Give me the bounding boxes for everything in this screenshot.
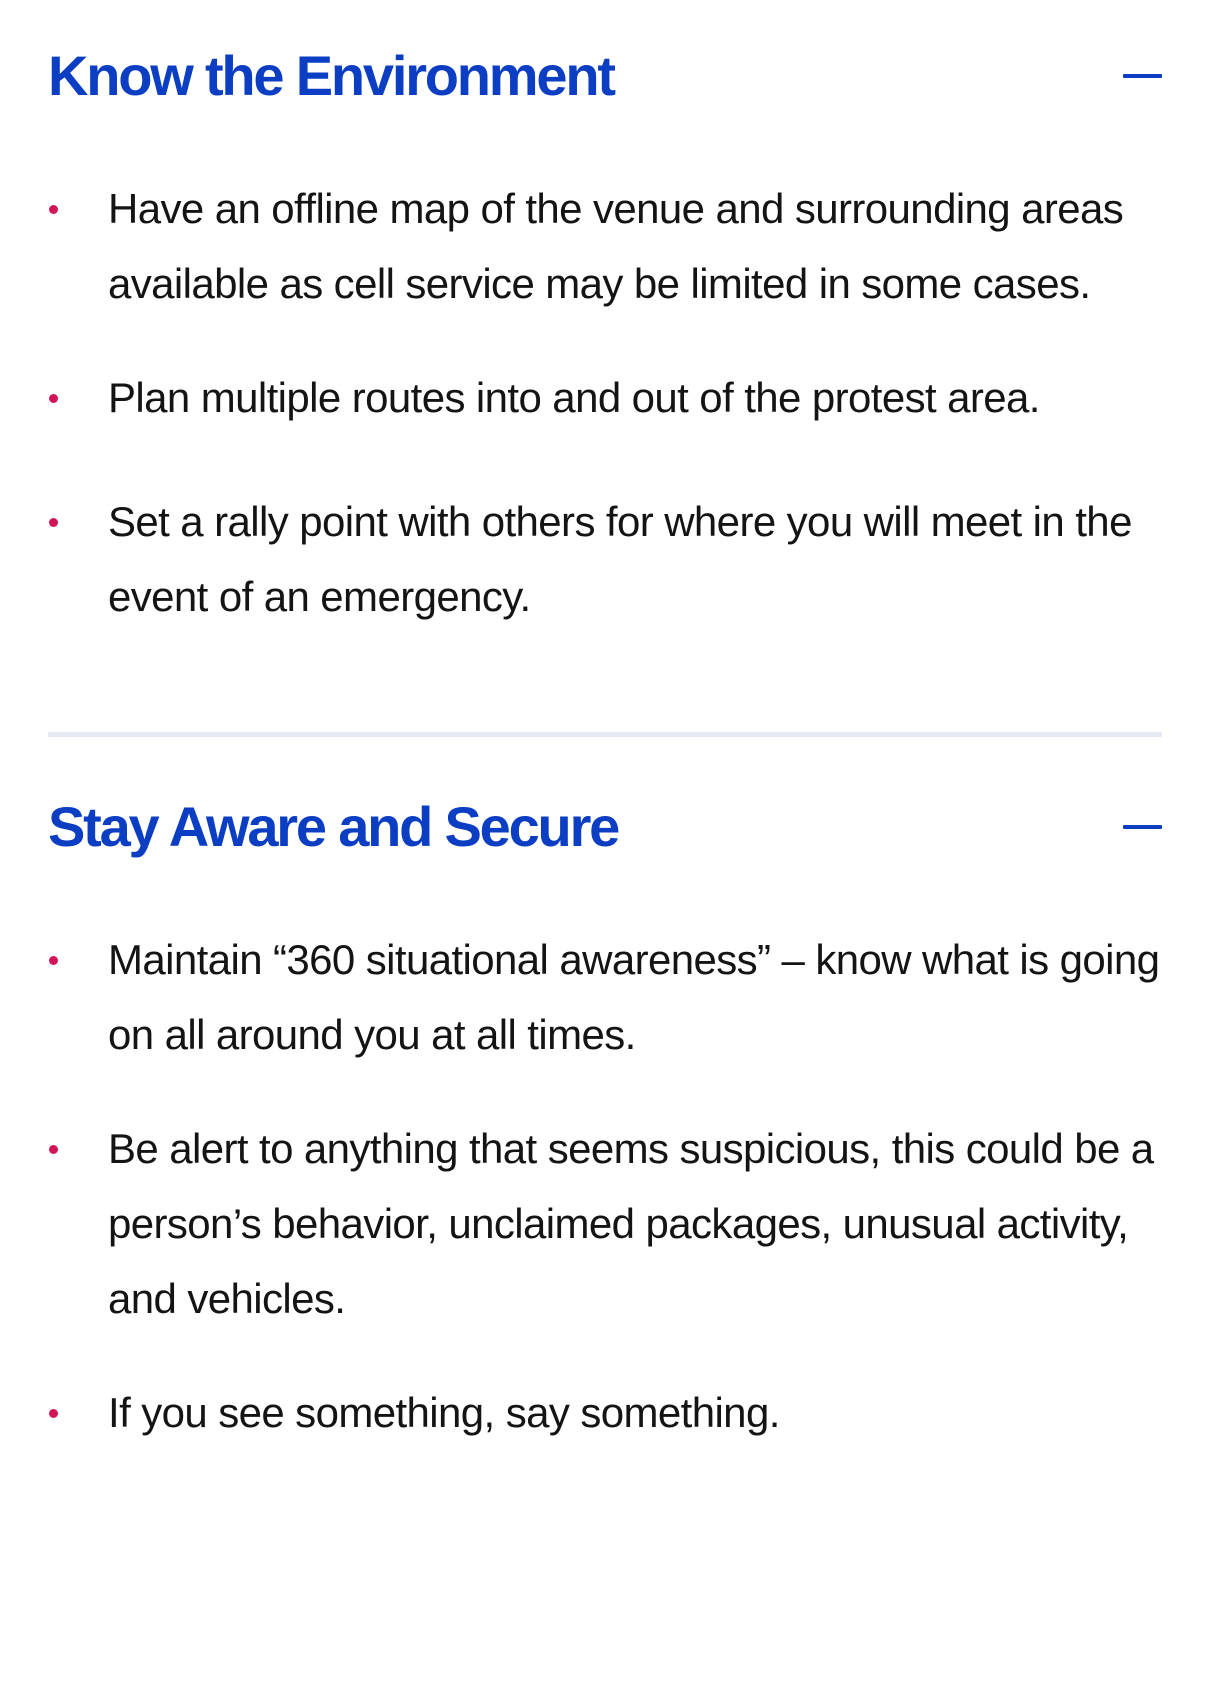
minus-icon xyxy=(1123,825,1162,829)
bullet-icon xyxy=(49,1409,58,1418)
bullet-icon xyxy=(49,1145,58,1154)
section-title: Stay Aware and Secure xyxy=(48,795,619,858)
bullet-list xyxy=(48,171,1162,634)
collapse-button[interactable] xyxy=(1122,807,1162,847)
accordion-section-stay-aware-and-secure xyxy=(48,737,1162,1450)
accordion-section-know-the-environment xyxy=(48,0,1162,634)
bullet-icon xyxy=(49,394,58,403)
accordion-header-stay-aware-and-secure[interactable] xyxy=(48,786,1162,868)
list-item-text: Set a rally point with others for where you will meet in the event of an emergency. xyxy=(108,498,1132,620)
bullet-icon xyxy=(49,956,58,965)
minus-icon xyxy=(1123,74,1162,78)
list-item-text: Be alert to anything that seems suspicious, this could be a person’s behavior, unclaimed packages, unusual activity, and vehicles. xyxy=(108,1125,1154,1322)
list-item-text: Plan multiple routes into and out of the protest area. xyxy=(108,374,1040,421)
bullet-icon xyxy=(49,205,58,214)
list-item xyxy=(48,1111,1162,1336)
accordion-page xyxy=(48,0,1162,1450)
list-item xyxy=(48,922,1162,1072)
list-item xyxy=(48,360,1162,435)
bullet-icon xyxy=(49,518,58,527)
list-item xyxy=(48,171,1162,321)
list-item-text: Maintain “360 situational awareness” – know what is going on all around you at all times. xyxy=(108,936,1160,1058)
list-item xyxy=(48,484,1162,634)
collapse-button[interactable] xyxy=(1122,56,1162,96)
accordion-header-know-the-environment[interactable] xyxy=(48,35,1162,117)
list-item-text: If you see something, say something. xyxy=(108,1389,780,1436)
section-title: Know the Environment xyxy=(48,44,614,107)
list-item-text: Have an offline map of the venue and surrounding areas available as cell service may be limited in some cases. xyxy=(108,185,1124,307)
bullet-list xyxy=(48,922,1162,1450)
list-item xyxy=(48,1375,1162,1450)
